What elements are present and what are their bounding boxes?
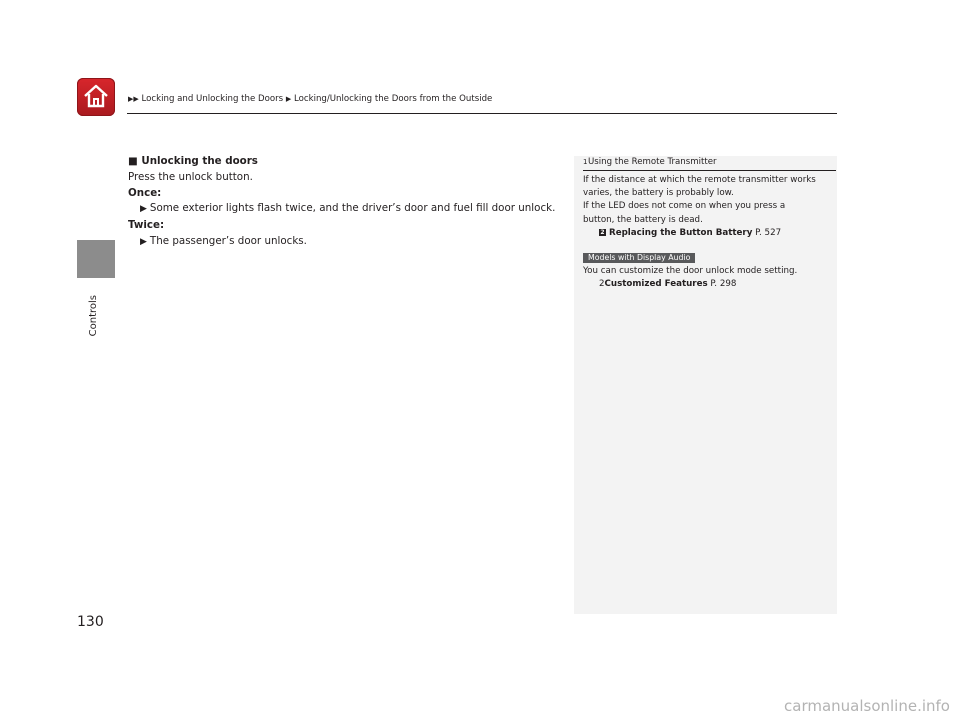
home-icon <box>82 82 110 110</box>
note-title-text: Using the Remote Transmitter <box>588 157 717 167</box>
model-badge: Models with Display Audio <box>583 253 695 263</box>
twice-label: Twice: <box>128 219 165 232</box>
breadcrumb-arrow-icon: ▶ <box>285 95 292 103</box>
section-tab[interactable] <box>77 240 115 278</box>
reference-link-customized[interactable]: 2Customized Features P. 298 <box>599 279 737 290</box>
note-text: varies, the battery is probably low. <box>583 188 734 199</box>
note-text: button, the battery is dead. <box>583 214 703 225</box>
note-sidebar <box>574 156 837 614</box>
home-button[interactable] <box>77 78 115 116</box>
breadcrumb-item-2[interactable]: Locking/Unlocking the Doors from the Outside <box>293 94 493 104</box>
reference-icon: 2 <box>600 228 605 236</box>
once-result: ▶ Some exterior lights flash twice, and the driver’s door and fuel fill door unlock. <box>140 202 556 215</box>
reference-link-battery[interactable]: 2 Replacing the Button Battery P. 527 <box>600 227 782 238</box>
result-arrow-icon: ▶ <box>140 236 147 247</box>
result-arrow-icon: ▶ <box>140 204 147 215</box>
note-title <box>574 156 837 170</box>
note-number: 1 <box>583 158 588 166</box>
note-text: If the LED does not come on when you press a <box>583 201 786 212</box>
section-label: Controls <box>88 295 99 337</box>
breadcrumb-item-1[interactable]: Locking and Unlocking the Doors <box>141 94 284 104</box>
page-number: 130 <box>77 614 104 630</box>
breadcrumb-arrow-icon: ▶▶ <box>128 95 139 103</box>
main-content <box>128 154 568 251</box>
note-text: You can customize the door unlock mode setting. <box>583 266 798 277</box>
twice-result: ▶ The passenger’s door unlocks. <box>140 234 307 247</box>
note-body <box>583 174 833 292</box>
reference-icon: 2 <box>599 279 605 290</box>
note-divider <box>583 170 836 171</box>
watermark: carmanualsonline.info <box>784 697 950 715</box>
once-label: Once: <box>128 186 162 199</box>
header-divider <box>127 113 837 114</box>
breadcrumb <box>128 94 492 104</box>
note-text: If the distance at which the remote transmitter works <box>583 175 816 185</box>
intro-text: Press the unlock button. <box>128 170 253 183</box>
section-heading: ■ Unlocking the doors <box>128 155 258 167</box>
